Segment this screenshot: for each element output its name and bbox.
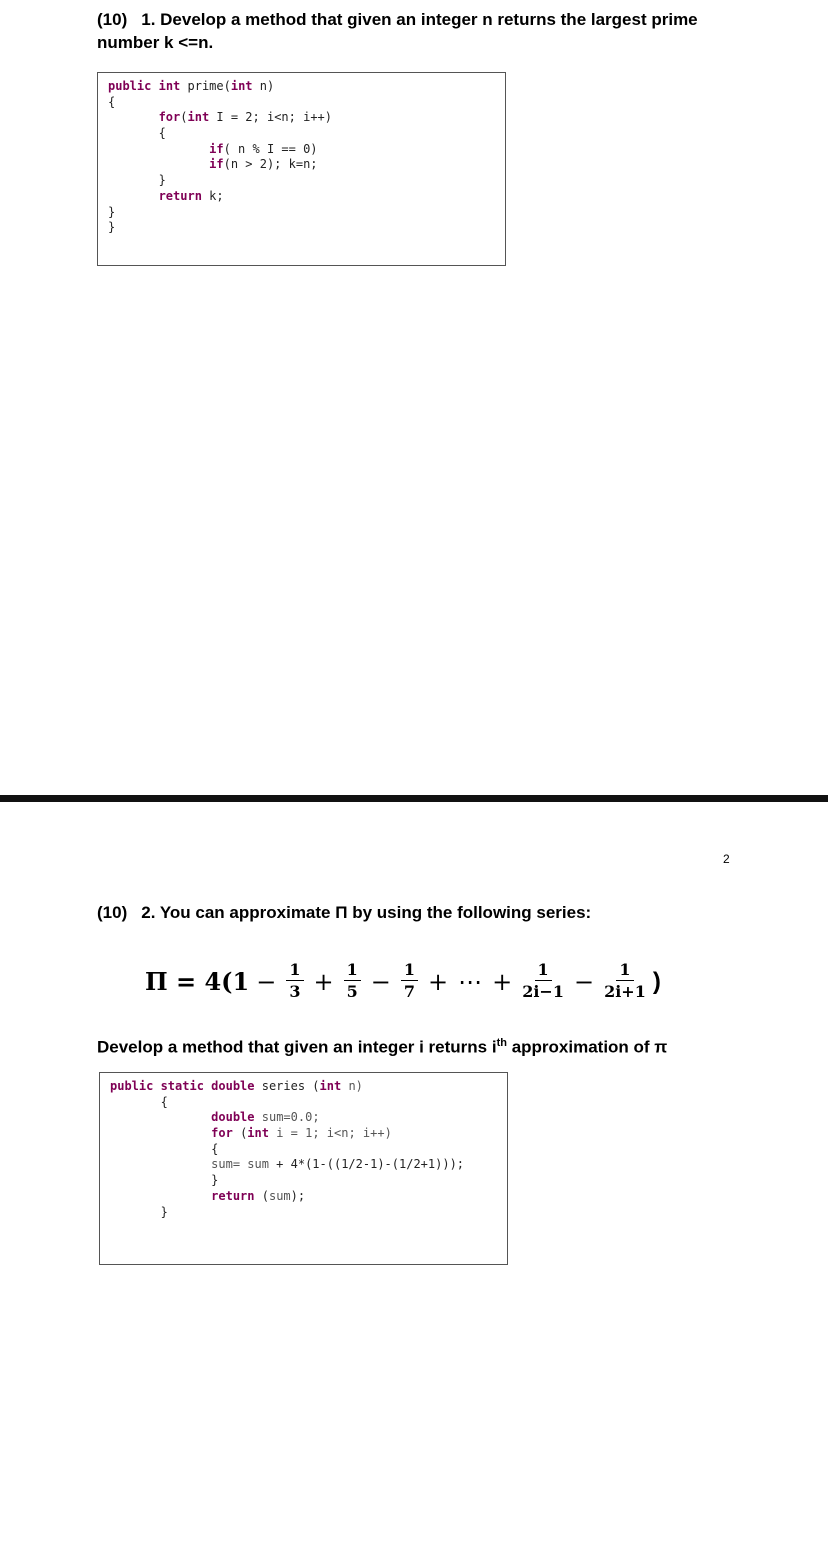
code-line	[108, 205, 495, 221]
code-token: k;	[201, 188, 224, 203]
fraction: $\frac{1}{2i-1}$	[522, 960, 564, 1001]
code-keyword: int	[158, 79, 181, 93]
code-token	[108, 110, 159, 124]
code-keyword: for	[158, 110, 181, 125]
code-token: ( n % I == 0)	[223, 141, 318, 156]
code-token: n)	[252, 79, 275, 93]
code-token	[110, 1110, 211, 1124]
code-token	[151, 79, 158, 93]
page-number: 2	[723, 852, 730, 866]
code-line	[108, 189, 495, 205]
task-superscript: th	[496, 1037, 507, 1049]
code-token: }	[108, 204, 116, 219]
code-box-series	[99, 1072, 508, 1265]
code-token: }	[108, 173, 166, 188]
question-1-text-line2: number k <=n.	[97, 33, 214, 52]
code-keyword: if	[209, 141, 224, 156]
code-keyword: if	[209, 157, 224, 172]
code-keyword: int	[230, 79, 253, 93]
code-token: {	[108, 126, 166, 141]
code-line	[110, 1110, 497, 1126]
formula-op: +	[492, 967, 513, 996]
pi-series-formula	[145, 960, 661, 1003]
code-keyword: return	[211, 1188, 255, 1203]
code-token: prime(	[180, 79, 231, 93]
code-token	[108, 157, 209, 171]
question-2-task	[97, 1032, 667, 1059]
code-line	[110, 1142, 497, 1158]
code-keyword: double	[211, 1110, 255, 1125]
code-token: (	[180, 110, 188, 125]
code-line	[108, 220, 495, 236]
code-token	[110, 1157, 211, 1171]
question-2-text: 2. You can approximate Π by using the following series:	[141, 903, 592, 922]
code-token	[108, 189, 159, 203]
formula-op: +	[428, 967, 449, 996]
code-keyword: for	[211, 1126, 233, 1141]
formula-op: −	[256, 967, 277, 996]
code-token: sum=0.0;	[254, 1110, 320, 1125]
code-line	[108, 79, 495, 95]
code-token: sum	[268, 1188, 291, 1203]
code-token: (	[254, 1188, 269, 1203]
code-line	[110, 1189, 497, 1205]
formula-close: )	[652, 967, 661, 995]
code-token: (n > 2); k=n;	[223, 157, 318, 172]
question-1-prompt	[97, 8, 698, 54]
code-line	[108, 157, 495, 173]
page-divider	[0, 795, 828, 802]
code-keyword: int	[247, 1126, 269, 1141]
code-token: );	[290, 1188, 306, 1203]
formula-op: −	[370, 967, 391, 996]
code-token: {	[108, 94, 116, 109]
code-token	[110, 1126, 211, 1140]
code-token	[108, 142, 209, 156]
code-line	[110, 1157, 497, 1173]
code-keyword: return	[158, 188, 202, 203]
fraction: $\frac{1}{3}$	[286, 960, 303, 1003]
code-line	[110, 1126, 497, 1142]
code-token: }	[110, 1173, 219, 1188]
code-token: i = 1; i<n; i++)	[268, 1126, 392, 1141]
code-token: + 4*(1-((1/2-1)-(1/2+1)));	[268, 1157, 465, 1172]
code-token: sum= sum	[211, 1157, 269, 1172]
code-token: }	[108, 220, 116, 235]
code-line	[110, 1095, 497, 1111]
fraction: $\frac{1}{2i+1}$	[604, 960, 646, 1001]
formula-lhs: Π = 4(1	[145, 967, 250, 996]
code-line	[110, 1205, 497, 1221]
code-line	[110, 1079, 497, 1095]
code-line	[108, 110, 495, 126]
task-text-end: approximation of π	[506, 1037, 668, 1057]
question-1-points: (10)	[97, 10, 128, 29]
code-token: {	[110, 1141, 219, 1156]
code-line	[108, 173, 495, 189]
question-2-prompt	[97, 901, 591, 924]
question-1-text: 1. Develop a method that given an integer n returns the largest prime	[141, 10, 698, 29]
code-keyword: public static double	[110, 1079, 255, 1093]
code-keyword: int	[319, 1079, 342, 1093]
code-line	[110, 1173, 497, 1189]
code-token: series (	[254, 1079, 320, 1093]
formula-op: −	[573, 967, 595, 996]
question-2-points: (10)	[97, 903, 128, 922]
fraction: $\frac{1}{7}$	[401, 960, 418, 1003]
code-token	[110, 1189, 211, 1203]
task-text: Develop a method that given an integer i returns i	[97, 1037, 497, 1057]
code-keyword: public	[108, 79, 152, 93]
fraction: $\frac{1}{5}$	[344, 960, 361, 1003]
code-token: n)	[341, 1079, 363, 1093]
code-token: I = 2; i<n; i++)	[209, 110, 333, 125]
code-token: }	[110, 1204, 168, 1219]
code-line	[108, 142, 495, 158]
code-keyword: int	[187, 110, 210, 125]
code-line	[108, 126, 495, 142]
code-box-prime	[97, 72, 506, 266]
formula-op: +	[313, 967, 334, 996]
code-token: {	[110, 1094, 168, 1109]
formula-ellipsis: ⋯	[458, 967, 483, 996]
code-line	[108, 95, 495, 111]
code-token: (	[232, 1126, 248, 1141]
